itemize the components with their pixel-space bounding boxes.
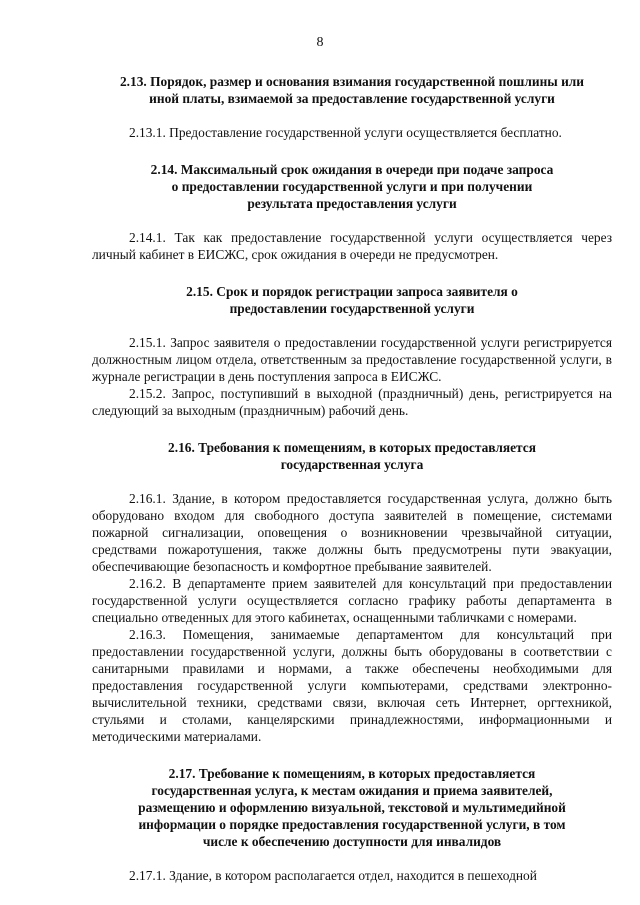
paragraph: 2.15.2. Запрос, поступивший в выходной (праздничный) день, регистрируется на следующий за выходным (праздничным) рабочий день.: [92, 386, 612, 418]
section-heading: 2.15. Срок и порядок регистрации запроса заявителя о предоставлении государственной услуги: [186, 284, 518, 316]
section-heading: 2.14. Максимальный срок ожидания в очереди при подаче запроса о предоставлении государственной услуги и при получении результата предоставления услуги: [150, 162, 554, 211]
section-2-13: [92, 73, 612, 141]
paragraph: 2.16.1. Здание, в котором предоставляется государственная услуга, должно быть оборудовано входом для свободного доступа заявителей в помещение, системами пожарной сигнализации, оповещения о возникновении чрезвычайной ситуации, средствами пожаротушения, также должны быть предусмотрены пути эвакуации, обеспечивающие безопасность и комфортное пребывание заявителей.: [92, 491, 612, 574]
paragraph: 2.14.1. Так как предоставление государственной услуги осуществляется через личный кабинет в ЕИСЖС, срок ожидания в очереди не предусмотрен.: [92, 230, 612, 262]
section-2-14: [92, 161, 612, 263]
paragraph: 2.16.2. В департаменте прием заявителей для консультаций при предоставлении государственной услуги осуществляется согласно графику работы департамента в специально отведенных для этого кабинетах, оснащенными табличками с номерами.: [92, 576, 612, 625]
section-2-15: [92, 283, 612, 419]
paragraph: 2.17.1. Здание, в котором располагается отдел, находится в пешеходной: [129, 868, 537, 883]
section-2-17: [92, 765, 612, 884]
page-number: 8: [316, 35, 324, 50]
paragraph: 2.13.1. Предоставление государственной услуги осуществляется бесплатно.: [129, 125, 562, 140]
section-2-16: [92, 439, 612, 745]
paragraph: 2.16.3. Помещения, занимаемые департаментом для консультаций при предоставлении государственной услуги, должны быть оборудованы в соответствии с санитарными правилами и нормами, а также обеспечены необходимыми для предоставления государственной услуги компьютерами, средствами электронно-вычислительной техники, средствами связи, включая сеть Интернет, оргтехникой, стульями и столами, канцелярскими принадлежностями, информационными и методическими материалами.: [92, 627, 612, 744]
section-heading: 2.16. Требования к помещениям, в которых предоставляется государственная услуга: [168, 440, 536, 472]
section-heading: 2.13. Порядок, размер и основания взимания государственной пошлины или иной платы, взимаемой за предоставление государственной услуги: [119, 74, 585, 106]
paragraph: 2.15.1. Запрос заявителя о предоставлении государственной услуги регистрируется должностным лицом отдела, ответственным за предоставление государственной услуги, в журнале регистрации в день поступления запроса в ЕИСЖС.: [92, 335, 612, 384]
section-heading: 2.17. Требование к помещениям, в которых предоставляется государственная услуга, к местам ожидания и приема заявителей, размещению и оформлению визуальной, текстовой и мультимедийной информации о порядке предоставления государственной услуги, в том числе к обеспечению доступности для инвалидов: [138, 766, 566, 849]
document-body: [92, 73, 612, 884]
